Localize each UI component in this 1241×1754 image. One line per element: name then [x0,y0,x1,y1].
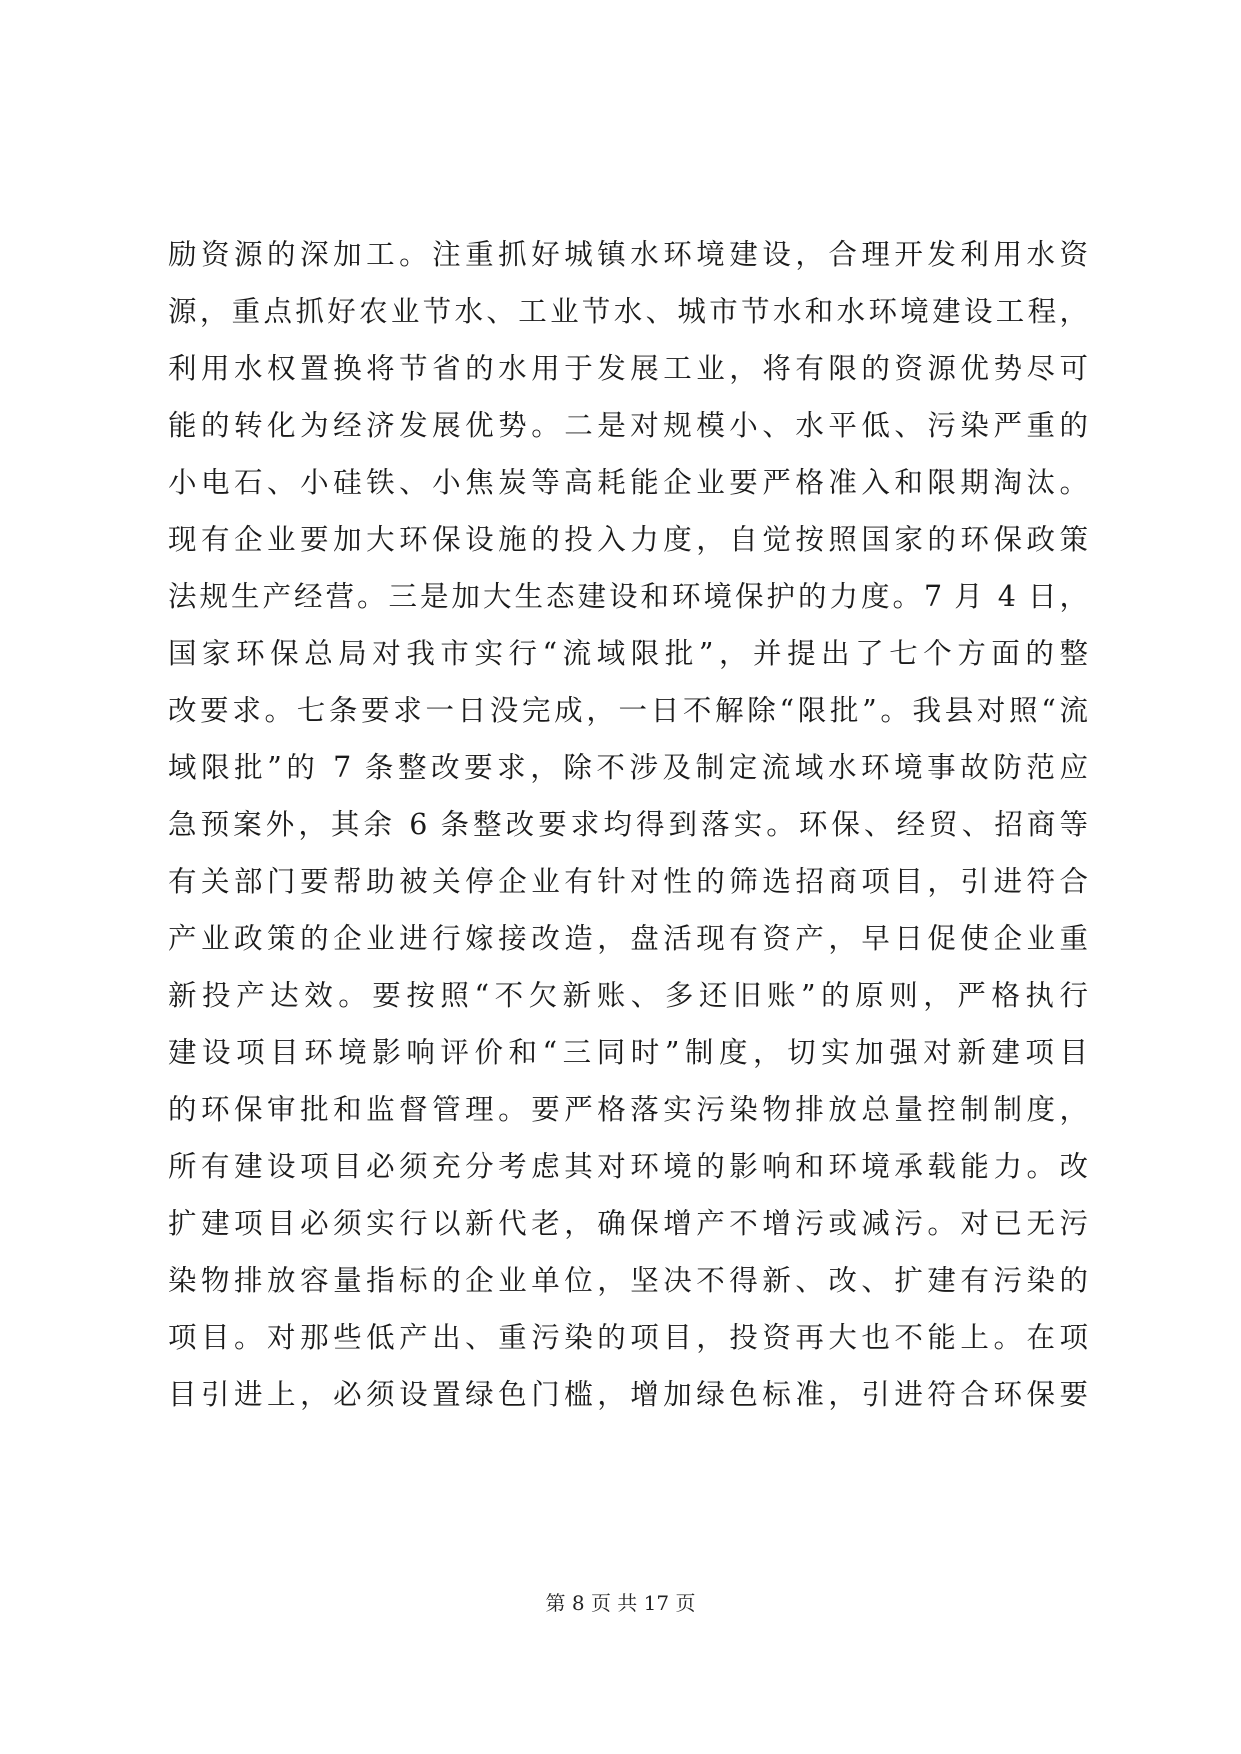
text-line-6: 现有企业要加大环保设施的投入力度，自觉按照国家的环保政策 [168,523,1088,556]
text-line-9: 改要求。七条要求一日没完成，一日不解除“限批”。我县对照“流 [168,694,1088,727]
text-line-16: 的环保审批和监督管理。要严格落实污染物排放总量控制制度， [168,1093,1088,1126]
text-line-7: 法规生产经营。三是加大生态建设和环境保护的力度。7 月 4 日， [168,580,1088,613]
text-line-10: 域限批”的 7 条整改要求，除不涉及制定流域水环境事故防范应 [168,751,1088,784]
text-line-1: 励资源的深加工。注重抓好城镇水环境建设，合理开发利用水资 [168,238,1088,271]
text-line-14: 新投产达效。要按照“不欠新账、多还旧账”的原则，严格执行 [168,979,1088,1012]
page-number-footer: 第 8 页 共 17 页 [545,1591,696,1615]
text-line-17: 所有建设项目必须充分考虑其对环境的影响和环境承载能力。改 [168,1150,1088,1183]
text-line-11: 急预案外，其余 6 条整改要求均得到落实。环保、经贸、招商等 [168,808,1088,841]
text-line-3: 利用水权置换将节省的水用于发展工业，将有限的资源优势尽可 [168,352,1088,385]
text-line-13: 产业政策的企业进行嫁接改造，盘活现有资产，早日促使企业重 [168,922,1088,955]
text-line-8: 国家环保总局对我市实行“流域限批”，并提出了七个方面的整 [168,637,1088,670]
text-line-2: 源，重点抓好农业节水、工业节水、城市节水和水环境建设工程， [168,295,1088,328]
text-line-12: 有关部门要帮助被关停企业有针对性的筛选招商项目，引进符合 [168,865,1088,898]
text-line-21: 目引进上，必须设置绿色门槛，增加绿色标准，引进符合环保要 [168,1378,1088,1411]
text-line-20: 项目。对那些低产出、重污染的项目，投资再大也不能上。在项 [168,1321,1088,1354]
text-line-4: 能的转化为经济发展优势。二是对规模小、水平低、污染严重的 [168,409,1088,442]
text-line-18: 扩建项目必须实行以新代老，确保增产不增污或减污。对已无污 [168,1207,1088,1240]
text-line-19: 染物排放容量指标的企业单位，坚决不得新、改、扩建有污染的 [168,1264,1088,1297]
body-text [168,226,1088,1423]
text-line-15: 建设项目环境影响评价和“三同时”制度，切实加强对新建项目 [168,1036,1088,1069]
text-line-5: 小电石、小硅铁、小焦炭等高耗能企业要严格准入和限期淘汰。 [168,466,1088,499]
